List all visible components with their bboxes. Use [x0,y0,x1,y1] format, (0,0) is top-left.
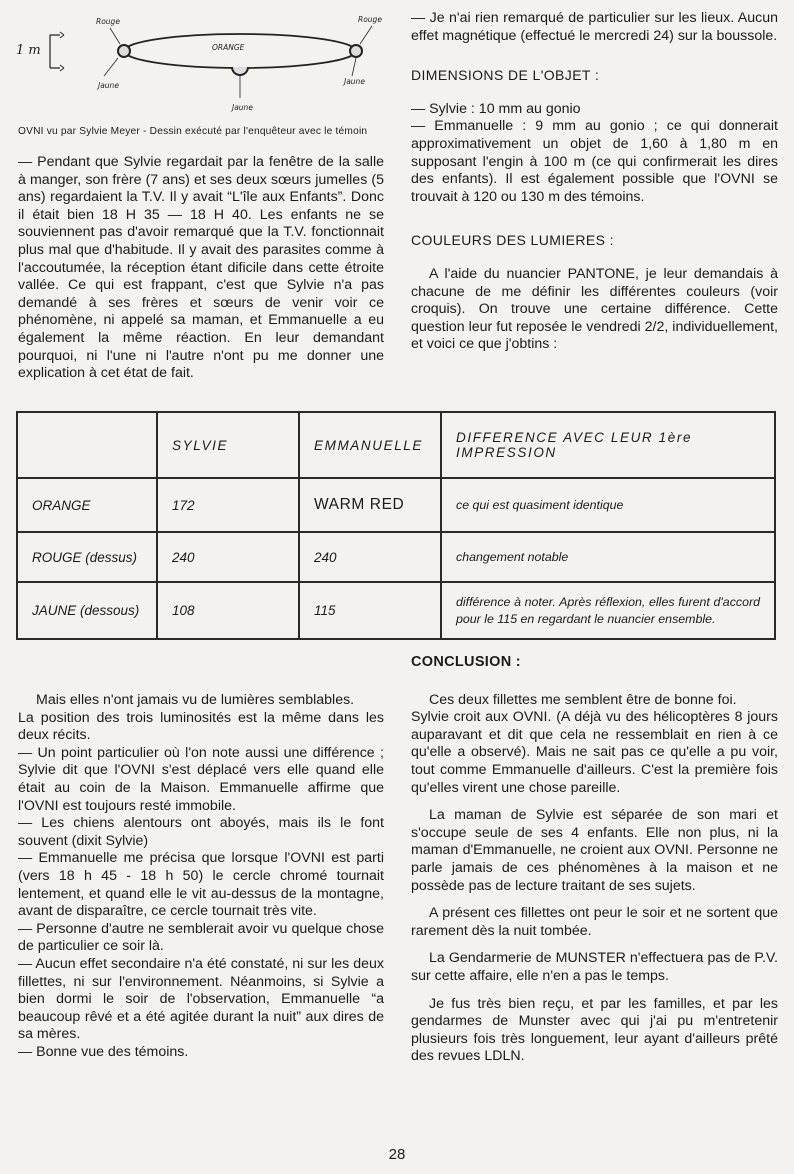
header-sylvie: SYLVIE [157,412,299,478]
cell-emmanuelle: 115 [299,582,441,639]
paragraph: — Aucun effet secondaire n'a été constaté, ni sur les deux fillettes, ni sur l'environnement. Néanmoins, si Sylvie a bien dormi le soir de l'observation, Emmanuelle “a beaucoup rêvé et a été agitée durant la nuit” aux dires de sa mères. [18,955,384,1043]
sketch-caption: OVNI vu par Sylvie Meyer - Dessin exécuté par l'enquêteur avec le témoin [18,126,368,137]
couleurs-paragraph: A l'aide du nuancier PANTONE, je leur demandais à chacune de me définir les différentes couleurs (voir croquis). On trouve une certaine différence. Cette question leur fut reposée le vendredi 2/2, individuellement, et voici ce que j'obtins : [411,265,778,353]
couleurs-heading: COULEURS DES LUMIERES : [411,232,614,249]
colors-table [16,411,776,640]
conclusion-column [411,654,778,1066]
label-jaune-left: Jaune [98,81,119,90]
table-row [17,532,775,582]
left-top-paragraph: — Pendant que Sylvie regardait par la fenêtre de la salle à manger, son frère (7 ans) et ses deux sœurs jumelles (5 ans) regardaient la T.V. Il y avait “L'île aux Enfants”. Donc il était bien 18 H 35 — 18 H 40. Les enfants ne se souviennent pas d'avoir remarqué que la T.V. fonctionnait plus mal que d'habitude. Il y avait des parasites comme à l'accoutumée, la réception étant dificile dans cette étroite vallée. Ce qui est frappant, c'est que Sylvie n'a pas demandé à ses frères et sœurs de venir voir ce phénomène, ni appelé sa maman, et Emmanuelle a eu également la même réaction. En leur demandant pourquoi, ni l'une ni l'autre n'ont pu me donner une explication à cet état de fait. [18,154,384,382]
cell-emmanuelle: 240 [299,532,441,582]
header-emmanuelle: EMMANUELLE [299,412,441,478]
cell-difference: différence à noter. Après réflexion, elles furent d'accord pour le 115 en regardant le nuancier ensemble. [441,582,775,639]
cell-light: ROUGE (dessus) [17,532,157,582]
cell-sylvie: 108 [157,582,299,639]
table-header-row [17,412,775,478]
table-row [17,582,775,639]
cell-sylvie: 172 [157,478,299,532]
paragraph: — Personne d'autre ne semblerait avoir vu quelque chose de particulier ce soir là. [18,920,384,955]
magnetic-paragraph: — Je n'ai rien remarqué de particulier sur les lieux. Aucun effet magnétique (effectué le mercredi 24) sur la boussole. [411,10,778,44]
label-rouge-right: Rouge [358,15,382,24]
cell-sylvie: 240 [157,532,299,582]
label-jaune-right: Jaune [344,77,365,86]
cell-light: JAUNE (dessous) [17,582,157,639]
conclusion-paragraph: Ces deux fillettes me semblent être de bonne foi. [429,691,737,708]
left-top-column [18,154,384,383]
cell-light: ORANGE [17,478,157,532]
paragraph: La position des trois luminosités est la même dans les deux récits. [18,709,384,744]
dimension-sylvie: — Sylvie : 10 mm au gonio [411,100,581,117]
dimension-label: 1 m [16,43,41,58]
header-difference: DIFFERENCE AVEC LEUR 1ère IMPRESSION [441,412,775,478]
label-jaune-bottom: Jaune [232,103,253,112]
paragraph: — Les chiens alentours ont aboyés, mais ils le font souvent (dixit Sylvie) [18,815,384,849]
dimensions-heading: DIMENSIONS DE L'OBJET : [411,67,600,84]
conclusion-paragraph: La maman de Sylvie est séparée de son mari et s'occupe seule de ses 4 enfants. Elle non plus, ni la maman d'Emmanuelle, ne croient aux OVNI. Personne ne parle jamais de ces phénomènes à la maison et ne possède pas de lecture traitant de ses sujets. [411,807,778,894]
cell-difference: ce qui est quasiment identique [441,478,775,532]
conclusion-paragraph: Sylvie croit aux OVNI. (A déjà vu des hélicoptères 8 jours auparavant et dit que cela ne ressemblait en rien à ce qu'elle a observé). Mais ne sait pas ce qu'elle a pu voir, tout comme Emmanuelle d'ailleurs. C'est la première fois qu'elles virent une chose pareille. [411,709,778,796]
light-bottom [232,67,248,75]
label-rouge-left: Rouge [96,17,120,26]
dimension-bracket [50,35,60,68]
dimension-arrows [60,32,64,71]
paragraph: — Bonne vue des témoins. [18,1043,189,1060]
ufo-sketch [12,10,392,122]
right-top-column [411,10,778,354]
conclusion-paragraph: La Gendarmerie de MUNSTER n'effectuera pas de P.V. sur cette affaire, elle n'en a pas le temps. [411,950,778,984]
conclusion-heading: CONCLUSION : [411,654,521,670]
cell-difference: changement notable [441,532,775,582]
conclusion-paragraph: A présent ces fillettes ont peur le soir et ne sortent que rarement dès la nuit tombée. [411,905,778,939]
paragraph: Mais elles n'ont jamais vu de lumières semblables. [36,692,355,708]
dimension-emmanuelle: — Emmanuelle : 9 mm au gonio ; ce qui donnerait approximativement un objet de 1,60 à 1,80 m en supposant l'engin à 100 m (ce qui confirmerait les dires des enfants). Il est également possible que l'OVNI se trouvait à 120 ou 130 m des témoins. [411,118,778,205]
page-number: 28 [388,1146,406,1163]
paragraph: — Emmanuelle me précisa que lorsque l'OVNI est parti (vers 18 h 45 - 18 h 50) le cercle chromé tournait lentement, et quand elle le vit au-dessus de la montagne, avant de disparaître, ce cercle tournait très vite. [18,850,384,920]
left-bottom-column [18,692,384,1061]
label-orange: ORANGE [212,43,245,52]
conclusion-paragraph: Je fus très bien reçu, et par les familles, et par les gendarmes de Munster avec qui j'ai pu m'entretenir plusieurs fois très longuement, leur ayant d'ailleurs prêté des revues LDLN. [411,995,778,1065]
paragraph: — Un point particulier où l'on note aussi une différence ; Sylvie dit que l'OVNI s'est déplacé vers elle quand elle était au coin de la Maison. Emmanuelle affirme que l'OVNI est toujours resté immobile. [18,744,384,814]
table-corner-cell [17,412,157,478]
light-left [118,45,130,57]
light-right [350,45,362,57]
table-row [17,478,775,532]
cell-emmanuelle: WARM RED [299,478,441,532]
